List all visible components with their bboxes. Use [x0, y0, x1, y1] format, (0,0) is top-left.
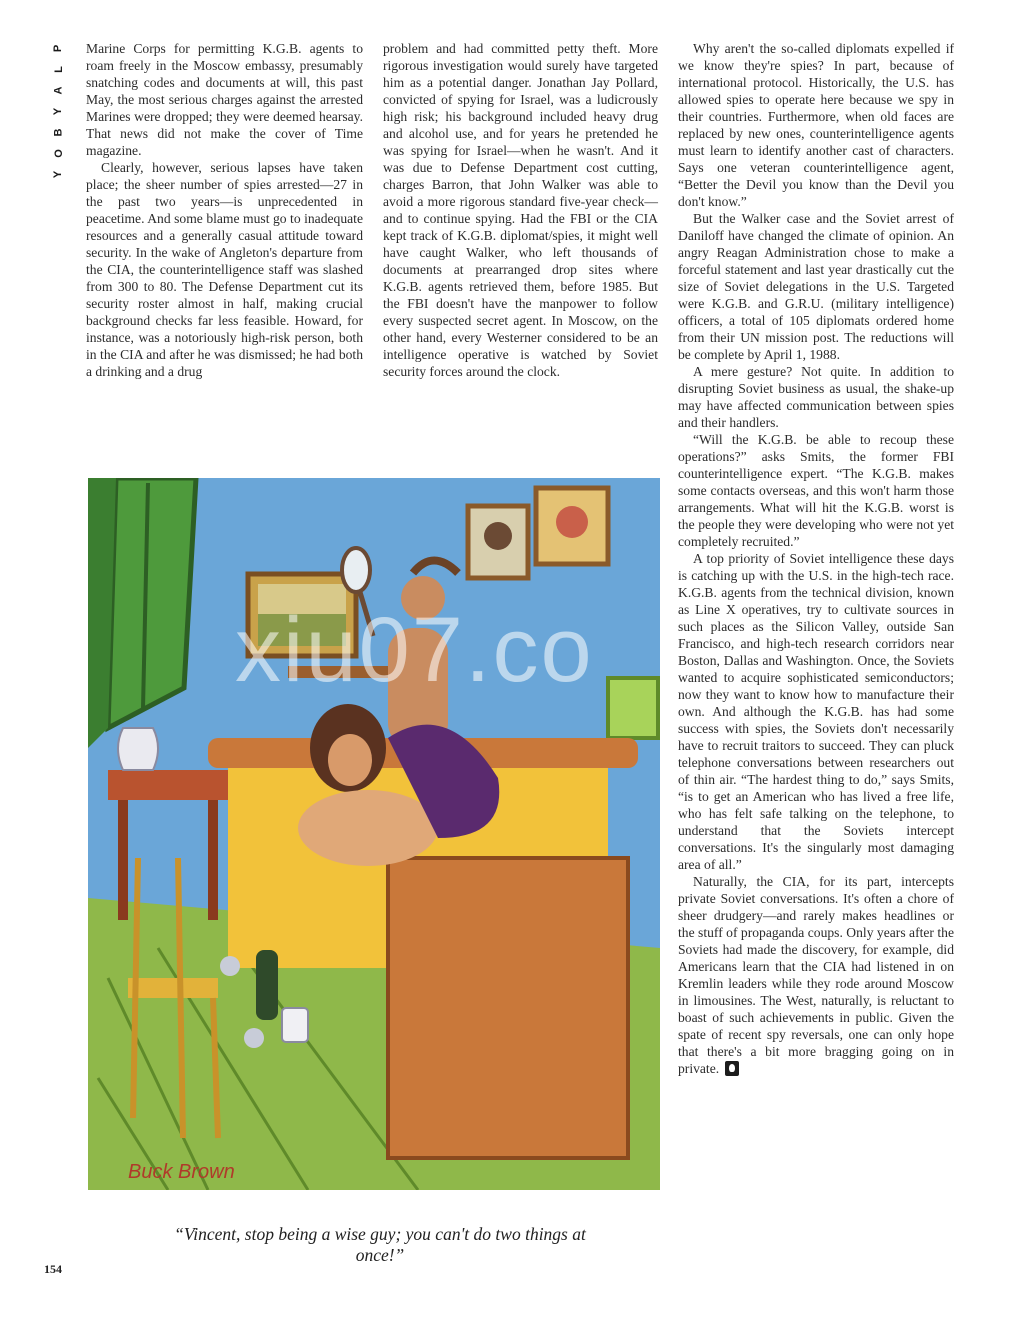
man-head: [401, 576, 445, 620]
cartoon-illustration: [88, 478, 660, 1190]
text-column-3: [678, 40, 954, 1077]
end-mark-icon: [725, 1061, 739, 1076]
paragraph-final: [678, 873, 954, 1077]
paragraph: problem and had committed petty theft. More rigorous investigation would surely have targeted him as a potential danger. Jonathan Jay Pollard, convicted of spying for Israel, was a ludicrously high risk; his background included heavy drug and alcohol use, and for years he pretended he was spying for Israel—when he wasn't. And it was due to Defense Department cost cutting, charges Barron, that John Walker was able to avoid a more rigorous standard five-year check—and to continue spying. Had the FBI or the CIA kept track of K.G.B. diplomat/spies, it might well have caught Walker, who left thousands of documents at prearranged drop sites where K.G.B. agents retrieved them, before 1985. But the FBI doesn't have the manpower to follow every suspected secret agent. In Moscow, on the other hand, every Westerner considered to be an intelligence operative is watched by Soviet security forces around the clock.: [383, 41, 658, 379]
cartoon-caption: “Vincent, stop being a wise guy; you can't do two things at once!”: [174, 1224, 586, 1265]
masthead-letter: Y: [52, 107, 65, 116]
chair: [128, 978, 218, 998]
table: [108, 770, 228, 800]
artist-signature: Buck Brown: [128, 1161, 235, 1183]
paragraph-text: Naturally, the CIA, for its part, intercepts private Soviet conversations. It's often a chore of sheer drudgery—and rarely makes headlines or the stuff of propaganda coups. Only years after the Soviets had made the discovery, for example, did Americans learn that the CIA had listened in on Kremlin leaders while they rode around Moscow in limousines. The West, naturally, is reluctant to boast of such achievements in public. Given the spate of recent spy reversals, one can only hope that there's a bit more bragging going on in private.: [678, 874, 954, 1076]
watermark: xiu07.co: [235, 599, 594, 701]
pitcher: [118, 728, 158, 770]
bed-footboard: [388, 858, 628, 1158]
wine-bottle: [256, 950, 278, 1020]
wine-glass: [244, 1028, 264, 1048]
masthead-letter: Y: [52, 170, 65, 179]
wine-glass: [220, 956, 240, 976]
text-column-2: [383, 40, 658, 380]
green-frame: [608, 678, 658, 738]
masthead-letter: L: [52, 66, 65, 73]
hand-mirror: [342, 548, 370, 592]
paragraph: A top priority of Soviet intelligence these days is catching up with the U.S. in the high-tech race. K.G.B. agents from the technical division, known as Line X operatives, try to cultivate sources in such places as the Silicon Valley, outside San Francisco, and high-tech research corridors near Boston, Dallas and Washington. Once, the Soviets wanted to acquire sophisticated semiconductors; now they want to know how to manufacture their own. And although the K.G.B. has had some success with spies, the Soviets don't necessarily have to recruit traitors to succeed. They can pluck telephone conversations between researchers out of thin air. “The hardest thing to do,” says Smits, “is to get an American who has lived a free life, who has felt safe talking on the telephone, to understand that the Soviets intercept conversations. It's the singularly most damaging area of all.”: [678, 551, 954, 872]
masthead-letter: B: [52, 128, 65, 137]
masthead-letter: O: [52, 149, 65, 158]
paragraph: Clearly, however, serious lapses have taken place; the sheer number of spies arrested—27 in the past two years—is unprecedented in peacetime. And some blame must go to inadequate resources and a generally casual attitude toward security. In the wake of Angleton's departure from the CIA, the counterintelligence staff was slashed from 300 to 80. The Defense Department cut its security roster almost in half, making crucial background checks far less feasible. Howard, for instance, was a notoriously high-risk person, both in the CIA and after he was dismissed; he had both a drinking and a drug: [86, 160, 363, 379]
masthead-letter: A: [52, 86, 65, 95]
masthead-letter: P: [52, 44, 65, 53]
page-number: 154: [44, 1262, 62, 1276]
paragraph: But the Walker case and the Soviet arrest of Daniloff have changed the climate of opinion. An angry Reagan Administration chose to make a forceful statement and last year drastically cut the size of Soviet delegations in the U.S. Targeted were K.G.B. and G.R.U. (military intelligence) officers, a total of 105 diplomats ordered home from their UN mission post. The reductions will be complete by April 1, 1988.: [678, 211, 954, 362]
woman-face: [328, 734, 372, 786]
window-shutter: [108, 478, 196, 728]
woman-body: [298, 790, 438, 866]
paragraph: “Will the K.G.B. be able to recoup these operations?” asks Smits, the former FBI counterintelligence expert. “The K.G.B. makes some contacts overseas, and this won't harm those arrangements. What will hit the K.G.B. worst is the people they were developing who were not yet completely recruited.”: [678, 432, 954, 549]
masthead-playboy: [48, 38, 70, 185]
paragraph: A mere gesture? Not quite. In addition to disrupting Soviet business as usual, the shake-up may have affected communication between spies and their handlers.: [678, 364, 954, 430]
paragraph: Why aren't the so-called diplomats expelled if we know they're spies? In part, because of international protocol. Historically, the U.S. has allowed spies to operate here because we spy in their countries. Furthermore, when old faces are replaced by new ones, counterintelligence agents must learn to identify another cast of characters. Says one veteran counterintelligence agent, “Better the Devil you know than the Devil you don't know.”: [678, 41, 954, 209]
paragraph: Marine Corps for permitting K.G.B. agents to roam freely in the Moscow embassy, presumably snatching codes and documents at will, this past May, the most serious charges against the arrested Marines were dropped; they were deemed hearsay. That news did not make the cover of Time magazine.: [86, 41, 363, 158]
text-column-1: [86, 40, 363, 380]
mug: [282, 1008, 308, 1042]
